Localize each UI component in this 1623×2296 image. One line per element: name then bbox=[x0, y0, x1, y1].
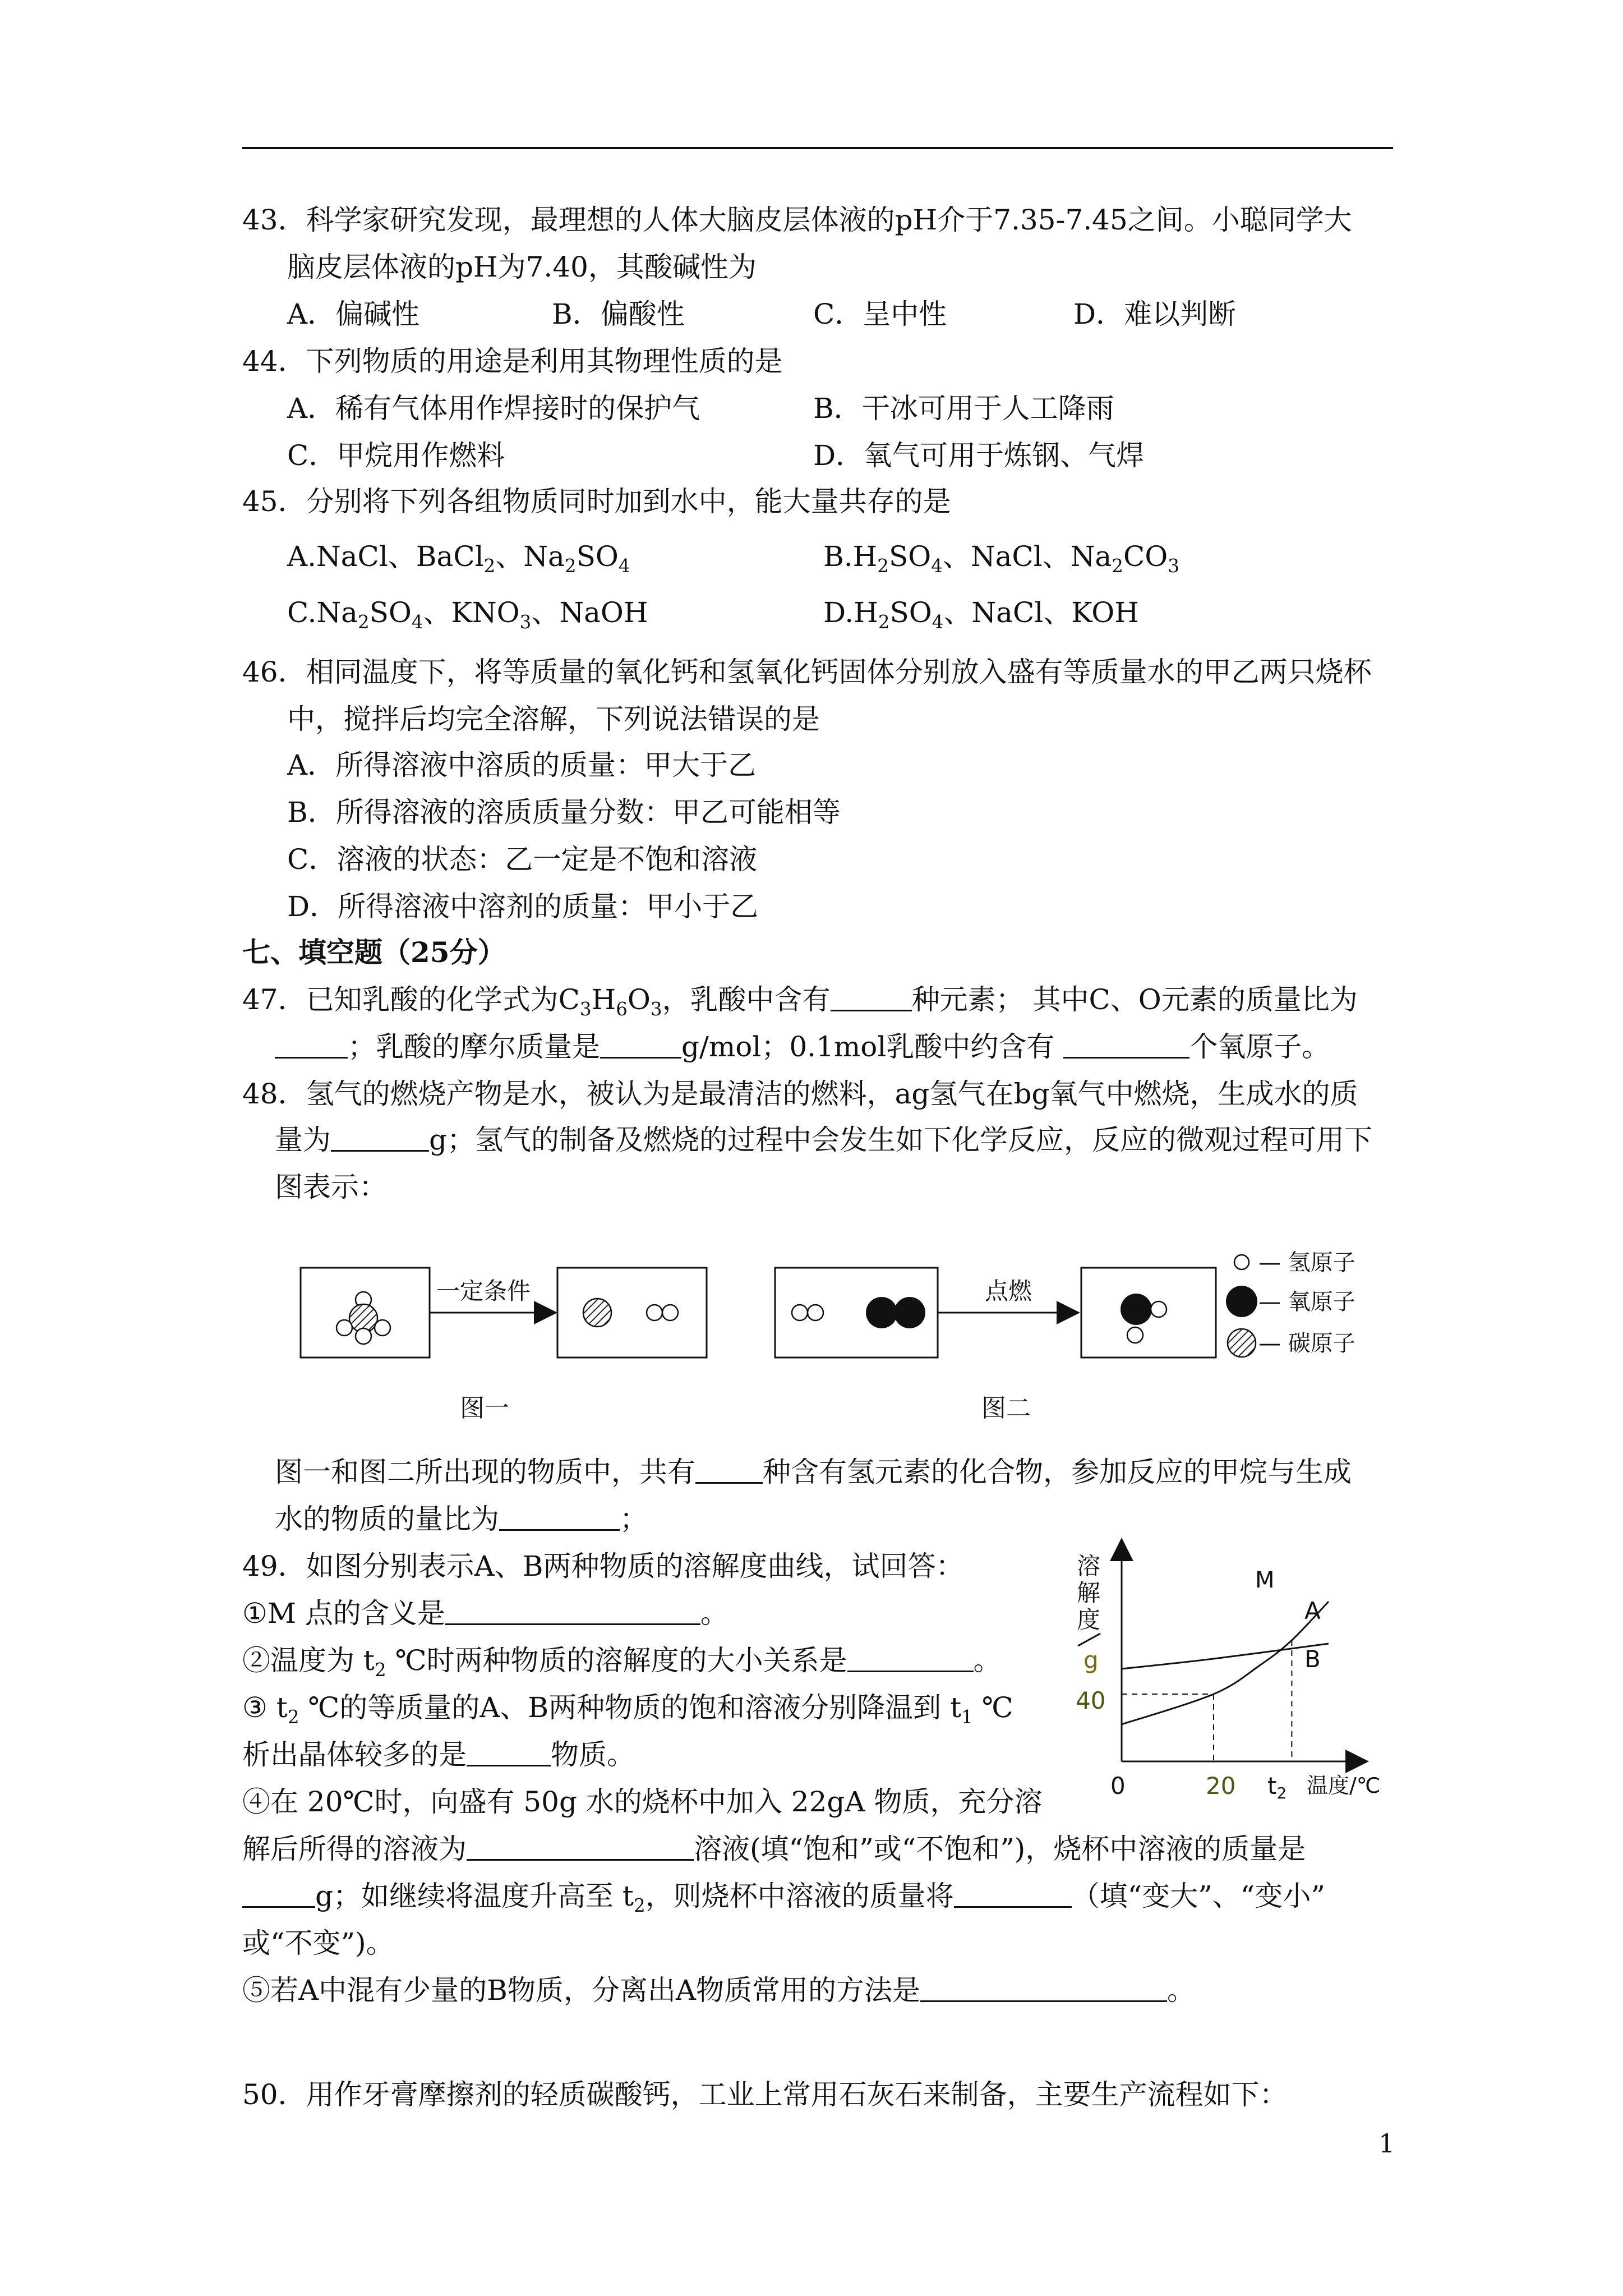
oxygen-molecule bbox=[866, 1297, 925, 1328]
q49-part4-line1: ④在 20℃时，向盛有 50g 水的烧杯中加入 22gA 物质，充分溶 bbox=[242, 1786, 1043, 1818]
answer-blank[interactable] bbox=[275, 1032, 348, 1059]
answer-blank[interactable] bbox=[499, 1504, 620, 1531]
q43-line1: 43．科学家研究发现，最理想的人体大脑皮层体液的pH介于7.35-7.45之间。小聪同学大 bbox=[242, 204, 1352, 236]
q47-line1: 47．已知乳酸的化学式为$C_3H_6O_3$，乳酸中含有 种元素； 其中C、O元素的质量比为 bbox=[242, 983, 1358, 1020]
q46-line1: 46．相同温度下，将等质量的氧化钙和氢氧化钙固体分别放入盛有等质量水的甲乙两只烧杯 bbox=[242, 656, 1372, 688]
fig1-caption: 图一 bbox=[460, 1394, 509, 1423]
q48-line1: 48．氢气的燃烧产物是水，被认为是最清洁的燃料，ag氢气在bg氧气中燃烧，生成水的质 bbox=[242, 1078, 1358, 1110]
page-number: 1 bbox=[1378, 2128, 1395, 2159]
y-label-slash bbox=[1078, 1634, 1100, 1646]
curve-a bbox=[1122, 1602, 1329, 1724]
q49-part3-line1: ③ $t_2$ ℃的等质量的A、B两种物质的饱和溶液分别降温到 $t_1$ ℃ bbox=[242, 1691, 1013, 1728]
y-tick-40: 40 bbox=[1076, 1687, 1106, 1714]
answer-blank[interactable] bbox=[920, 1976, 1167, 2002]
q46-option-d: D．所得溶液中溶剂的质量：甲小于乙 bbox=[287, 890, 759, 923]
hydrogen-atom-key bbox=[1234, 1255, 1249, 1269]
q44-stem: 44．下列物质的用途是利用其物理性质的是 bbox=[242, 345, 783, 378]
answer-blank[interactable] bbox=[467, 1740, 551, 1766]
answer-blank[interactable] bbox=[1063, 1032, 1189, 1059]
legend-oxygen: — 氧原子 bbox=[1258, 1289, 1355, 1315]
answer-blank[interactable] bbox=[847, 1646, 974, 1672]
q49-part3-line2: 析出晶体较多的是 物质。 bbox=[242, 1738, 635, 1771]
solubility-chart bbox=[1066, 1537, 1413, 1806]
q48-line3: 图表示： bbox=[275, 1171, 387, 1203]
section-heading: 七、填空题（25分） bbox=[242, 936, 506, 969]
q45-option-b: $B.H_2SO_4$、NaCl、$Na_2CO_3$ bbox=[823, 540, 1179, 577]
oxygen-atom-key bbox=[1226, 1286, 1257, 1317]
q48-line2: 量为 g；氢气的制备及燃烧的过程中会发生如下化学反应，反应的微观过程可用下 bbox=[275, 1124, 1373, 1156]
q44-option-d: D．氧气可用于炼钢、气焊 bbox=[813, 439, 1145, 472]
q46-option-a: A．所得溶液中溶质的质量：甲大于乙 bbox=[287, 749, 757, 781]
q50-stem: 50．用作牙膏摩擦剂的轻质碳酸钙，工业上常用石灰石来制备，主要生产流程如下： bbox=[242, 2078, 1288, 2111]
q43-option-b: B．偏酸性 bbox=[552, 298, 685, 330]
y-label-char1: 溶 bbox=[1077, 1552, 1101, 1580]
q49-part2: ②温度为 $t_2$ ℃时两种物质的溶解度的大小关系是 。 bbox=[242, 1644, 1002, 1681]
answer-blank[interactable] bbox=[695, 1457, 763, 1484]
x-tick-t2: t2 bbox=[1267, 1772, 1287, 1802]
answer-blank[interactable] bbox=[831, 985, 912, 1011]
curve-b bbox=[1122, 1644, 1329, 1669]
q45-option-c: $C.Na_2SO_4$、$KNO_3$、NaOH bbox=[287, 596, 648, 633]
curve-a-label: A bbox=[1304, 1597, 1321, 1625]
x-tick-20: 20 bbox=[1206, 1772, 1236, 1800]
q49-part4-line4: 或“不变”)。 bbox=[242, 1927, 394, 1959]
q43-option-d: D．难以判断 bbox=[1073, 298, 1237, 330]
atom-legend bbox=[1226, 1250, 1355, 1357]
answer-blank[interactable] bbox=[242, 1881, 315, 1908]
answer-blank[interactable] bbox=[331, 1125, 429, 1152]
y-label-unit: g bbox=[1083, 1646, 1099, 1674]
x-tick-0: 0 bbox=[1110, 1772, 1126, 1800]
q44-option-a: A．稀有气体用作焊接时的保护气 bbox=[287, 392, 700, 425]
carbon-atom-key bbox=[1228, 1329, 1256, 1357]
x-axis-label: 温度/℃ bbox=[1307, 1773, 1381, 1798]
fig1-condition: 一定条件 bbox=[436, 1277, 531, 1305]
carbon-atom bbox=[583, 1299, 611, 1327]
fig2-caption: 图二 bbox=[981, 1394, 1031, 1423]
q49-part4-line3: g；如继续将温度升高至 $t_2$，则烧杯中溶液的质量将 （填“变大”、“变小” bbox=[242, 1879, 1325, 1913]
q48-line4: 图一和图二所出现的物质中，共有 种含有氢元素的化合物，参加反应的甲烷与生成 bbox=[275, 1456, 1352, 1488]
q46-line2: 中，搅拌后均完全溶解，下列说法错误的是 bbox=[287, 703, 820, 735]
q44-option-b: B．干冰可用于人工降雨 bbox=[813, 392, 1114, 425]
q44-option-c: C．甲烷用作燃料 bbox=[287, 439, 505, 472]
legend-carbon: — 碳原子 bbox=[1258, 1331, 1355, 1356]
answer-blank[interactable] bbox=[467, 1834, 694, 1861]
q49-stem: 49．如图分别表示A、B两种物质的溶解度曲线，试回答： bbox=[242, 1550, 964, 1582]
q43-option-c: C．呈中性 bbox=[813, 298, 947, 330]
fig1-product-box bbox=[557, 1268, 707, 1358]
header-rule bbox=[242, 147, 1393, 149]
q49-part4-line2: 解后所得的溶液为 溶液(填“饱和”或“不饱和”)，烧杯中溶液的质量是 bbox=[242, 1833, 1306, 1865]
answer-blank[interactable] bbox=[600, 1032, 681, 1059]
q43-line2: 脑皮层体液的pH为7.40，其酸碱性为 bbox=[287, 251, 757, 283]
q43-option-a: A．偏碱性 bbox=[287, 298, 420, 330]
answer-blank[interactable] bbox=[954, 1881, 1072, 1908]
water-molecule bbox=[1121, 1294, 1166, 1343]
y-label-char3: 度 bbox=[1077, 1606, 1101, 1634]
q47-line2: ；乳酸的摩尔质量是 g/mol；0.1mol乳酸中约含有 个氧原子。 bbox=[275, 1030, 1330, 1064]
q45-stem: 45．分别将下列各组物质同时加到水中，能大量共存的是 bbox=[242, 485, 951, 518]
fig2-condition: 点燃 bbox=[985, 1277, 1032, 1305]
point-m-label: M bbox=[1255, 1567, 1275, 1593]
q49-part1: ①M 点的含义是 。 bbox=[242, 1597, 728, 1630]
q45-option-d: $D.H_2SO_4$、NaCl、KOH bbox=[823, 596, 1139, 633]
hydrogen-molecule bbox=[647, 1305, 678, 1320]
q45-option-a: A.NaCl、BaCl$_2$、$Na_2SO_4$ bbox=[287, 540, 630, 577]
methane-molecule bbox=[336, 1292, 390, 1344]
reaction-diagram bbox=[292, 1240, 1413, 1442]
legend-hydrogen: — 氢原子 bbox=[1258, 1250, 1355, 1276]
q49-part5: ⑤若A中混有少量的B物质，分离出A物质常用的方法是 。 bbox=[242, 1974, 1195, 2007]
q46-option-b: B．所得溶液的溶质质量分数：甲乙可能相等 bbox=[287, 796, 841, 829]
q48-line5: 水的物质的量比为 ； bbox=[275, 1503, 648, 1535]
answer-blank[interactable] bbox=[445, 1599, 700, 1625]
curve-b-label: B bbox=[1304, 1645, 1321, 1673]
q46-option-c: C．溶液的状态：乙一定是不饱和溶液 bbox=[287, 843, 758, 876]
hydrogen-molecule bbox=[792, 1305, 823, 1320]
y-label-char2: 解 bbox=[1077, 1579, 1101, 1607]
